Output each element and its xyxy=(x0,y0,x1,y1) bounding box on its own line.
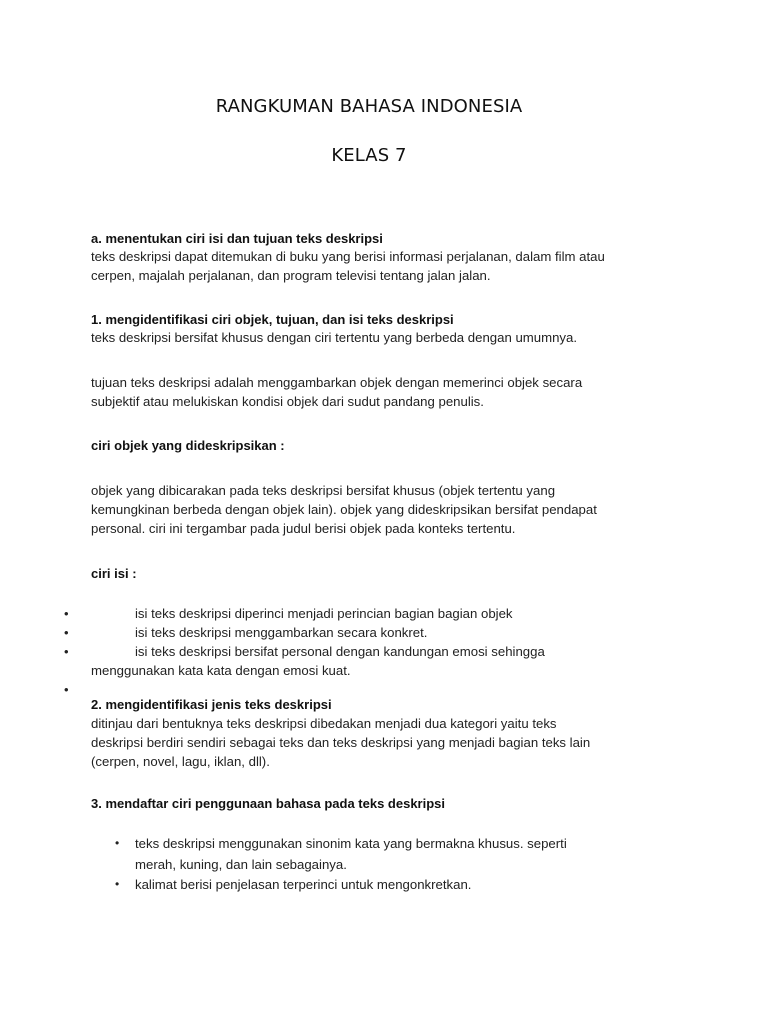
section-3-item-1-continuation: merah, kuning, dan lain sebagainya. xyxy=(135,857,347,872)
bullet-icon: • xyxy=(115,877,120,891)
ciri-objek-line-1: objek yang dibicarakan pada teks deskripsi bersifat khusus (objek tertentu yang xyxy=(91,483,556,498)
section-3-item-1: teks deskripsi menggunakan sinonim kata yang bermakna khusus. seperti xyxy=(135,836,567,851)
section-2-heading: 2. mengidentifikasi jenis teks deskripsi xyxy=(91,697,332,712)
ciri-isi-heading: ciri isi : xyxy=(91,566,137,581)
section-a-heading: a. menentukan ciri isi dan tujuan teks deskripsi xyxy=(91,231,383,246)
ciri-isi-item-3: isi teks deskripsi bersifat personal dengan kandungan emosi sehingga xyxy=(135,644,545,659)
section-2-paragraph xyxy=(91,714,691,771)
tujuan-line-1: tujuan teks deskripsi adalah menggambarkan objek dengan memerinci objek secara xyxy=(91,375,583,390)
bullet-icon: • xyxy=(64,625,69,640)
section-a-paragraph xyxy=(91,247,691,285)
section-1-line: teks deskripsi bersifat khusus dengan ciri tertentu yang berbeda dengan umumnya. xyxy=(91,330,578,345)
ciri-isi-item-1: isi teks deskripsi diperinci menjadi perincian bagian bagian objek xyxy=(135,606,513,621)
bullet-icon: • xyxy=(115,836,120,850)
ciri-objek-paragraph xyxy=(91,481,691,538)
section-2-line-1: ditinjau dari bentuknya teks deskripsi dibedakan menjadi dua kategori yaitu teks xyxy=(91,716,557,731)
bullet-icon: • xyxy=(64,606,69,621)
bullet-icon: • xyxy=(64,644,69,659)
tujuan-line-2: subjektif atau melukiskan kondisi objek dari sudut pandang penulis. xyxy=(91,394,484,409)
section-3-item-2: kalimat berisi penjelasan terperinci untuk mengonkretkan. xyxy=(135,877,472,892)
ciri-isi-item-3-continuation: menggunakan kata kata dengan emosi kuat. xyxy=(91,663,351,678)
section-2-line-2: deskripsi berdiri sendiri sebagai teks dan teks deskripsi yang menjadi bagian teks lain xyxy=(91,735,591,750)
section-1-heading: 1. mengidentifikasi ciri objek, tujuan, dan isi teks deskripsi xyxy=(91,312,454,327)
tujuan-paragraph xyxy=(91,373,691,411)
section-2-line-3: (cerpen, novel, lagu, iklan, dll). xyxy=(91,754,270,769)
bullet-icon: • xyxy=(64,682,69,697)
document-title: RANGKUMAN BAHASA INDONESIA xyxy=(215,96,523,117)
ciri-objek-heading: ciri objek yang dideskripsikan : xyxy=(91,438,285,453)
ciri-isi-item-2: isi teks deskripsi menggambarkan secara konkret. xyxy=(135,625,428,640)
ciri-objek-line-3: personal. ciri ini tergambar pada judul berisi objek pada konteks tertentu. xyxy=(91,521,516,536)
section-3-heading: 3. mendaftar ciri penggunaan bahasa pada teks deskripsi xyxy=(91,796,446,811)
ciri-objek-line-2: kemungkinan berbeda dengan objek lain). objek yang dideskripsikan bersifat pendapat xyxy=(91,502,597,517)
document-subtitle: KELAS 7 xyxy=(331,145,407,166)
section-a-line-1: teks deskripsi dapat ditemukan di buku yang berisi informasi perjalanan, dalam film atau xyxy=(91,249,605,264)
section-a-line-2: cerpen, majalah perjalanan, dan program televisi tentang jalan jalan. xyxy=(91,268,491,283)
